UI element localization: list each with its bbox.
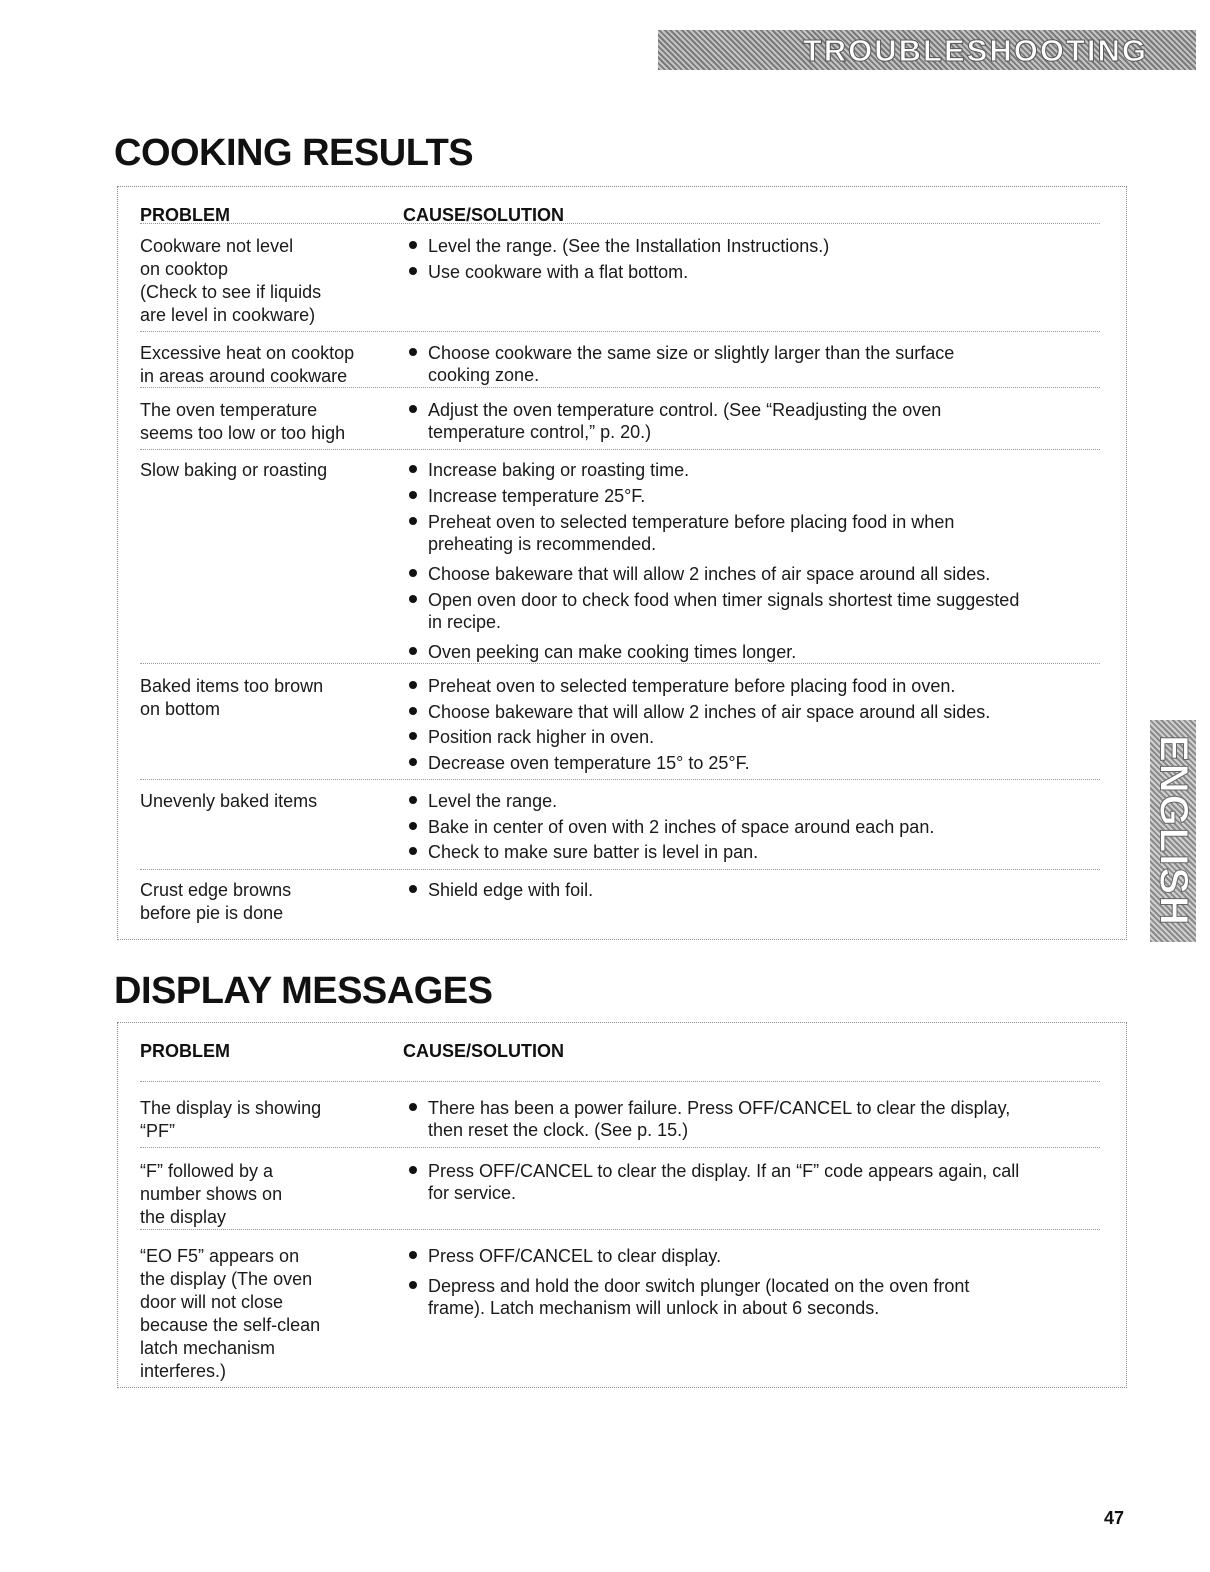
problem-line: before pie is done [140, 903, 284, 923]
problem-line: latch mechanism [140, 1338, 276, 1358]
cause-solution-header: CAUSE/SOLUTION [403, 205, 565, 225]
solution-bullet [403, 342, 1106, 386]
problem-line: the display [140, 1207, 227, 1227]
solution-line: Increase baking or roasting time. [428, 460, 690, 480]
cooking-results-table [117, 186, 1127, 940]
cooking-results-title: COOKING RESULTS [114, 132, 474, 174]
problem-header: PROBLEM [140, 1041, 230, 1061]
solution-line: Press OFF/CANCEL to clear the display. If an “F” code appears again, call [428, 1161, 1020, 1181]
problem-line: on bottom [140, 699, 221, 719]
problem-line: Unevenly baked items [140, 791, 318, 811]
solution-line: preheating is recommended. [428, 534, 657, 554]
solution-line: Decrease oven temperature 15° to 25°F. [428, 753, 750, 773]
page-number: 47 [1104, 1508, 1125, 1528]
solution-line: Check to make sure batter is level in pan. [428, 842, 759, 862]
problem-cell [140, 342, 390, 388]
solution-bullet [403, 879, 1106, 901]
row-divider [140, 779, 1100, 780]
banner-title: TROUBLESHOOTING [802, 33, 1148, 68]
solution-bullet [403, 235, 1106, 257]
solution-line: Position rack higher in oven. [428, 727, 655, 747]
problem-line: Slow baking or roasting [140, 460, 328, 480]
problem-line: The oven temperature [140, 400, 318, 420]
solution-line: Preheat oven to selected temperature before placing food in oven. [428, 676, 956, 696]
solution-bullet [403, 399, 1106, 443]
problem-cell [140, 1097, 390, 1143]
solution-line: Open oven door to check food when timer signals shortest time suggested [428, 590, 1020, 610]
language-side-tab [1150, 720, 1196, 942]
display-messages-title: DISPLAY MESSAGES [114, 970, 493, 1012]
solution-bullet [403, 1160, 1106, 1204]
problem-cell [140, 399, 390, 445]
solution-line: Bake in center of oven with 2 inches of space around each pan. [428, 817, 935, 837]
solution-bullet [403, 726, 1106, 748]
solution-line: Choose cookware the same size or slightly larger than the surface [428, 343, 955, 363]
problem-cell [140, 790, 390, 813]
solution-bullet [403, 701, 1106, 723]
problem-line: number shows on [140, 1184, 283, 1204]
problem-line: seems too low or too high [140, 423, 346, 443]
solution-line: for service. [428, 1183, 517, 1203]
problem-line: the display (The oven [140, 1269, 313, 1289]
solution-bullet [403, 1275, 1106, 1319]
cause-solution-header: CAUSE/SOLUTION [403, 1041, 565, 1061]
solution-line: Adjust the oven temperature control. (See “Readjusting the oven [428, 400, 942, 420]
solution-line: There has been a power failure. Press OFF/CANCEL to clear the display, [428, 1098, 1011, 1118]
solution-bullet [403, 752, 1106, 774]
problem-cell [140, 675, 390, 721]
problem-line: “F” followed by a [140, 1161, 274, 1181]
problem-header: PROBLEM [140, 205, 230, 225]
problem-cell [140, 1160, 390, 1229]
solution-bullet [403, 841, 1106, 863]
solution-line: cooking zone. [428, 365, 540, 385]
problem-line: are level in cookware) [140, 305, 316, 325]
problem-line: interferes.) [140, 1361, 227, 1381]
solution-bullet [403, 589, 1106, 633]
solution-line: Choose bakeware that will allow 2 inches of air space around all sides. [428, 702, 991, 722]
problem-line: in areas around cookware [140, 366, 348, 386]
problem-line: The display is showing [140, 1098, 322, 1118]
solution-line: then reset the clock. (See p. 15.) [428, 1120, 689, 1140]
solution-line: Shield edge with foil. [428, 880, 594, 900]
solution-line: Use cookware with a flat bottom. [428, 262, 689, 282]
solution-line: Press OFF/CANCEL to clear display. [428, 1246, 722, 1266]
solution-line: Increase temperature 25°F. [428, 486, 646, 506]
row-divider [140, 1229, 1100, 1230]
display-messages-table [117, 1022, 1127, 1388]
problem-line: on cooktop [140, 259, 229, 279]
problem-line: door will not close [140, 1292, 284, 1312]
problem-line: “PF” [140, 1121, 175, 1141]
row-divider [140, 1147, 1100, 1148]
troubleshooting-banner [658, 30, 1196, 70]
header-divider [140, 1081, 1100, 1082]
solution-bullet [403, 459, 1106, 481]
solution-line: frame). Latch mechanism will unlock in about 6 seconds. [428, 1298, 880, 1318]
solution-bullet [403, 1097, 1106, 1141]
row-divider [140, 869, 1100, 870]
problem-cell [140, 235, 390, 327]
row-divider [140, 331, 1100, 332]
problem-cell [140, 459, 390, 482]
solution-bullet [403, 790, 1106, 812]
problem-line: Baked items too brown [140, 676, 324, 696]
solution-bullet [403, 1245, 1106, 1267]
solution-line: Oven peeking can make cooking times longer. [428, 642, 797, 662]
solution-line: Level the range. (See the Installation Instructions.) [428, 236, 830, 256]
solution-line: temperature control,” p. 20.) [428, 422, 652, 442]
solution-line: in recipe. [428, 612, 502, 632]
problem-cell [140, 1245, 390, 1383]
solution-line: Depress and hold the door switch plunger (located on the oven front [428, 1276, 970, 1296]
solution-bullet [403, 675, 1106, 697]
solution-line: Level the range. [428, 791, 558, 811]
solution-bullet [403, 511, 1106, 555]
solution-bullet [403, 816, 1106, 838]
side-tab-label: ENGLISH [1151, 735, 1196, 927]
problem-line: Cookware not level [140, 236, 294, 256]
solution-bullet [403, 563, 1106, 585]
solution-bullet [403, 261, 1106, 283]
solution-bullet [403, 641, 1106, 663]
problem-line: Crust edge browns [140, 880, 292, 900]
solution-bullet [403, 485, 1106, 507]
solution-line: Choose bakeware that will allow 2 inches of air space around all sides. [428, 564, 991, 584]
problem-cell [140, 879, 390, 925]
problem-line: (Check to see if liquids [140, 282, 322, 302]
solution-line: Preheat oven to selected temperature before placing food in when [428, 512, 955, 532]
problem-line: Excessive heat on cooktop [140, 343, 355, 363]
row-divider [140, 449, 1100, 450]
header-divider [140, 223, 1100, 224]
row-divider [140, 663, 1100, 664]
problem-line: “EO F5” appears on [140, 1246, 300, 1266]
problem-line: because the self-clean [140, 1315, 321, 1335]
